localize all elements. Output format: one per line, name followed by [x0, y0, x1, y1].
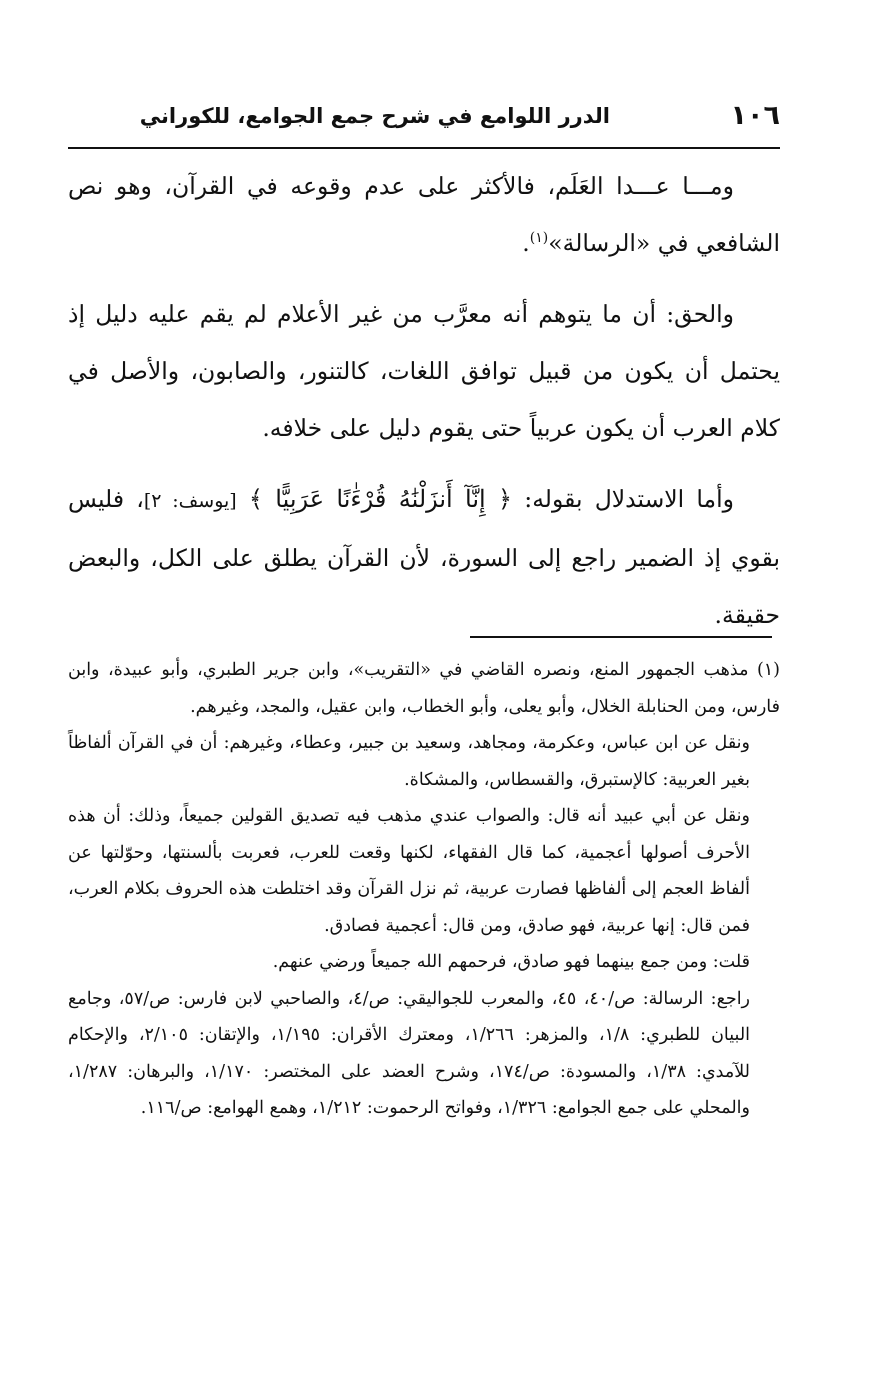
footnote-paragraph-3: ونقل عن أبي عبيد أنه قال: والصواب عندي مذهب فيه تصديق القولين جميعاً، وذلك: أن هذه الأحرف أصولها أعجمية، كما قال الفقهاء، لكنها وقعت للعرب، فعربت بألسنتها، وحوّلتها عن ألفاظ العجم إلى ألفاظها فصارت عربية، ثم نزل القرآن وقد اختلطت هذه الحروف بكلام العرب، فمن قال: إنها عربية، فهو صادق، ومن قال: أعجمية فصادق. — [68, 806, 750, 936]
footnotes — [68, 652, 780, 1127]
footnote-paragraph-2: ونقل عن ابن عباس، وعكرمة، ومجاهد، وسعيد بن جبير، وعطاء، وغيرهم: أن في القرآن ألفاظاً بغير العربية: كالإستبرق، والقسطاس، والمشكاة. — [68, 733, 750, 790]
main-text — [68, 158, 780, 658]
footnote-1-text: مذهب الجمهور المنع، ونصره القاضي في «التقريب»، وابن جرير الطبري، وأبو عبيدة، وابن فارس، ومن الحنابلة الخلال، وأبو يعلى، وأبو الخطاب، وابن عقيل، والمجد، وغيرهم. — [68, 660, 780, 717]
running-title: الدرر اللوامع في شرح جمع الجوامع، للكوراني — [139, 104, 610, 128]
footnote-reference: (١) — [529, 230, 549, 247]
paragraph-3-intro: وأما الاستدلال بقوله: — [524, 485, 735, 513]
paragraph-2: والحق: أن ما يتوهم أنه معرَّب من غير الأعلام لم يقم عليه دليل إذ يحتمل أن يكون من قبيل توافق اللغات، كالتنور، والصابون، والأصل في كلام العرب أن يكون عربياً حتى يقوم دليل على خلافه. — [68, 300, 780, 442]
paragraph-3-rest: ، فليس بقوي إذ الضمير راجع إلى السورة، لأن القرآن يطلق على الكل، والبعض حقيقة. — [68, 485, 780, 629]
paragraph-3 — [68, 471, 780, 644]
footnote-paragraph-4: قلت: ومن جمع بينهما فهو صادق، فرحمهم الله جميعاً ورضي عنهم. — [272, 952, 750, 972]
paragraph-1-text: ومـــا عـــدا العَلَم، فالأكثر على عدم وقوعه في القرآن، وهو نص الشافعي في «الرسالة» — [68, 172, 780, 257]
paragraph-1-end: . — [522, 229, 530, 257]
footnote-references: راجع: الرسالة: ص/٤٠، ٤٥، والمعرب للجواليقي: ص/٤، والصاحبي لابن فارس: ص/٥٧، وجامع البيان للطبري: ١/٨، والمزهر: ١/٢٦٦، ومعترك الأقران: ١/١٩٥، والإتقان: ٢/١٠٥، والإحكام للآمدي: ١/٣٨، والمسودة: ص/١٧٤، وشرح العضد على المختصر: ١/١٧٠، والبرهان: ١/٢٨٧، والمحلي على جمع الجوامع: ١/٣٢٦، وفواتح الرحموت: ١/٢١٢، وهمع الهوامع: ص/١١٦. — [68, 988, 751, 1118]
footnote-marker: (١) — [756, 660, 780, 680]
footnote-separator — [470, 636, 772, 638]
footnote-1 — [68, 652, 780, 725]
page-number: ١٠٦ — [730, 100, 780, 131]
paragraph-1 — [68, 158, 780, 272]
page-header — [68, 98, 780, 144]
quran-verse: ﴿ إِنَّآ أَنزَلْنَٰهُ قُرْءَٰنًا عَرَبِيًّا ﴾ — [248, 485, 513, 513]
header-rule — [68, 147, 780, 149]
verse-reference: [يوسف: ٢] — [143, 490, 237, 512]
